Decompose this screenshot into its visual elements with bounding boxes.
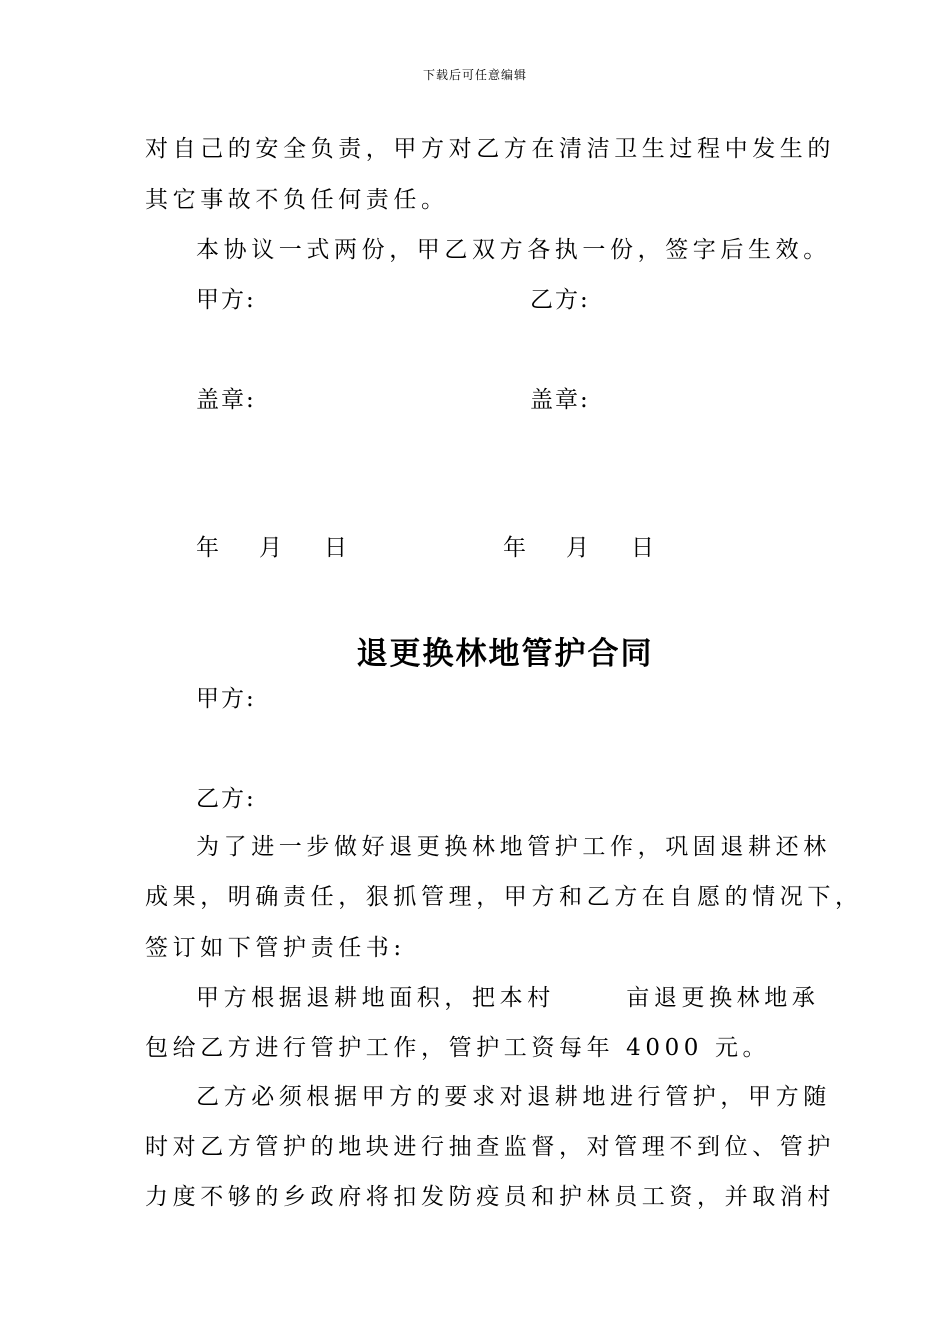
page-header-note: 下载后可任意编辑 — [422, 68, 527, 82]
date-b-month: 月 — [566, 535, 591, 561]
contract-line-1: 为了进一步做好退更换林地管护工作，巩固退耕还林 — [196, 834, 831, 860]
date-b-year: 年 — [503, 535, 528, 561]
contract-line-4: 甲方根据退耕地面积，把本村 亩退更换林地承 — [196, 985, 820, 1011]
date-b-day: 日 — [631, 535, 656, 561]
contract-line-6: 乙方必须根据甲方的要求对退耕地进行管护，甲方随 — [196, 1084, 831, 1110]
contract-line-2: 成果，明确责任，狠抓管理，甲方和乙方在自愿的情况下， — [145, 884, 863, 910]
body-line-1: 对自己的安全负责，甲方对乙方在清洁卫生过程中发生的 — [145, 136, 835, 162]
date-a-day: 日 — [324, 535, 349, 561]
contract-line-5: 包给乙方进行管护工作，管护工资每年 4000 元。 — [145, 1035, 771, 1061]
contract-line-7: 时对乙方管护的地块进行抽查监督，对管理不到位、管护 — [145, 1134, 835, 1160]
contract-party-b-label: 乙方: — [196, 786, 256, 812]
seal-a-label: 盖章: — [196, 387, 256, 413]
body-line-2: 其它事故不负任何责任。 — [145, 187, 449, 213]
contract-line-3: 签订如下管护责任书: — [145, 935, 406, 961]
seal-b-label: 盖章: — [530, 387, 590, 413]
party-b-label: 乙方: — [530, 287, 590, 313]
contract-party-a-label: 甲方: — [196, 686, 256, 712]
party-a-label: 甲方: — [196, 287, 256, 313]
body-line-3: 本协议一式两份，甲乙双方各执一份，签字后生效。 — [196, 237, 831, 263]
contract-line-8: 力度不够的乡政府将扣发防疫员和护林员工资，并取消村 — [145, 1184, 835, 1210]
date-a-year: 年 — [196, 535, 221, 561]
date-a-month: 月 — [259, 535, 284, 561]
contract-title: 退更换林地管护合同 — [356, 636, 654, 672]
